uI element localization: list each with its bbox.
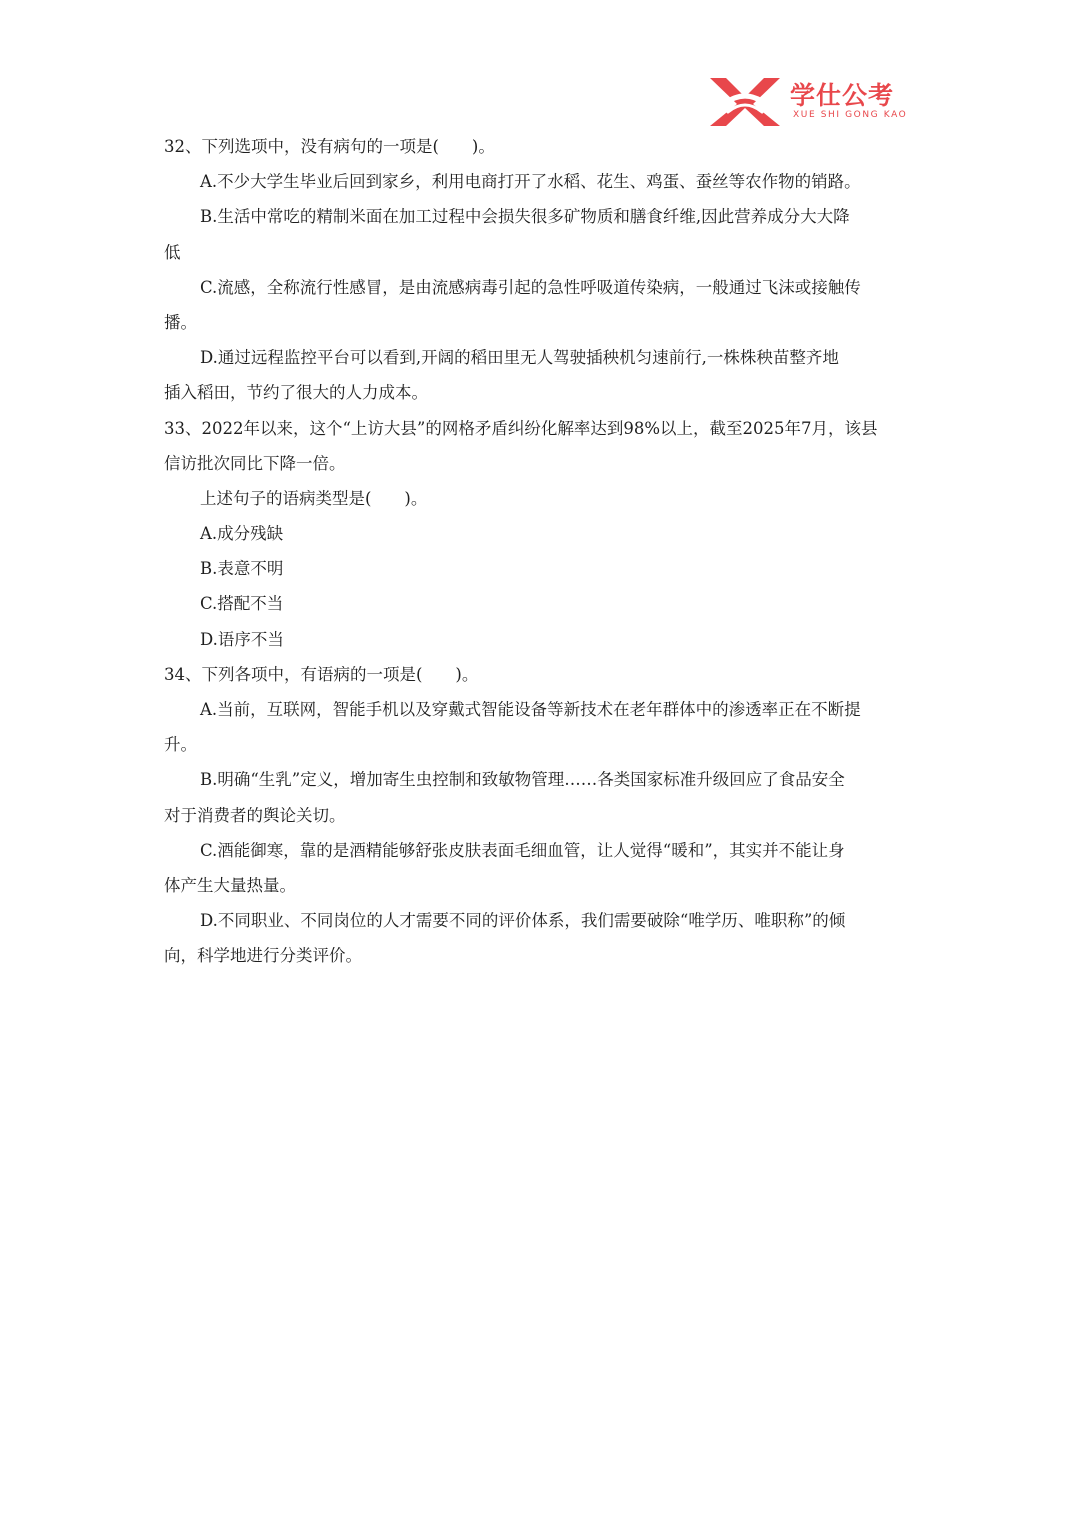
logo-english-text: XUE SHI GONG KAO [793, 110, 908, 120]
text-line: 上述句子的语病类型是( )。 [200, 488, 428, 508]
text-line: 向，科学地进行分类评价。 [164, 946, 362, 966]
text-line: D.语序不当 [200, 629, 284, 649]
text-line: 32、下列选项中，没有病句的一项是( )。 [164, 137, 495, 156]
text-line: A.成分残缺 [200, 524, 284, 544]
question-content [164, 129, 918, 974]
text-line: C.搭配不当 [200, 594, 284, 614]
text-line: 升。 [164, 735, 197, 755]
text-line: 信访批次同比下降一倍。 [164, 453, 346, 473]
text-line: B.表意不明 [200, 559, 284, 579]
text-line: C.酒能御寒，靠的是酒精能够舒张皮肤表面毛细血管，让人觉得“暖和”，其实并不能让身 [200, 840, 845, 860]
text-line: D.通过远程监控平台可以看到,开阔的稻田里无人驾驶插秧机匀速前行,一株株秧苗整齐地 [200, 348, 839, 368]
text-line: 播。 [164, 312, 197, 332]
text-line: B.明确“生乳”定义，增加寄生虫控制和致敏物管理……各类国家标准升级回应了食品安全 [200, 770, 845, 790]
text-line: D.不同职业、不同岗位的人才需要不同的评价体系，我们需要破除“唯学历、唯职称”的倾 [200, 911, 846, 931]
text-line: 34、下列各项中，有语病的一项是( )。 [164, 664, 479, 684]
logo-chinese-text: 学仕公考 [790, 81, 895, 110]
text-line: B.生活中常吃的精制米面在加工过程中会损失很多矿物质和膳食纤维,因此营养成分大大降 [200, 207, 850, 227]
text-line: 插入稻田，节约了很大的人力成本。 [164, 383, 428, 403]
logo-x-mark-icon [708, 74, 782, 128]
text-line: 低 [164, 242, 181, 262]
text-line: C.流感，全称流行性感冒，是由流感病毒引起的急性呼吸道传染病，一般通过飞沫或接触传 [200, 277, 861, 297]
brand-logo [708, 74, 923, 130]
text-line: A.不少大学生毕业后回到家乡，利用电商打开了水稻、花生、鸡蛋、蚕丝等农作物的销路。 [200, 172, 861, 192]
text-line: 33、2022年以来，这个“上访大县”的网格矛盾纠纷化解率达到98%以上，截至2025年7月，该县 [164, 418, 878, 438]
text-line: 对于消费者的舆论关切。 [164, 805, 346, 825]
text-line: 体产生大量热量。 [164, 875, 296, 895]
text-line: A.当前，互联网，智能手机以及穿戴式智能设备等新技术在老年群体中的渗透率正在不断提 [200, 700, 861, 719]
